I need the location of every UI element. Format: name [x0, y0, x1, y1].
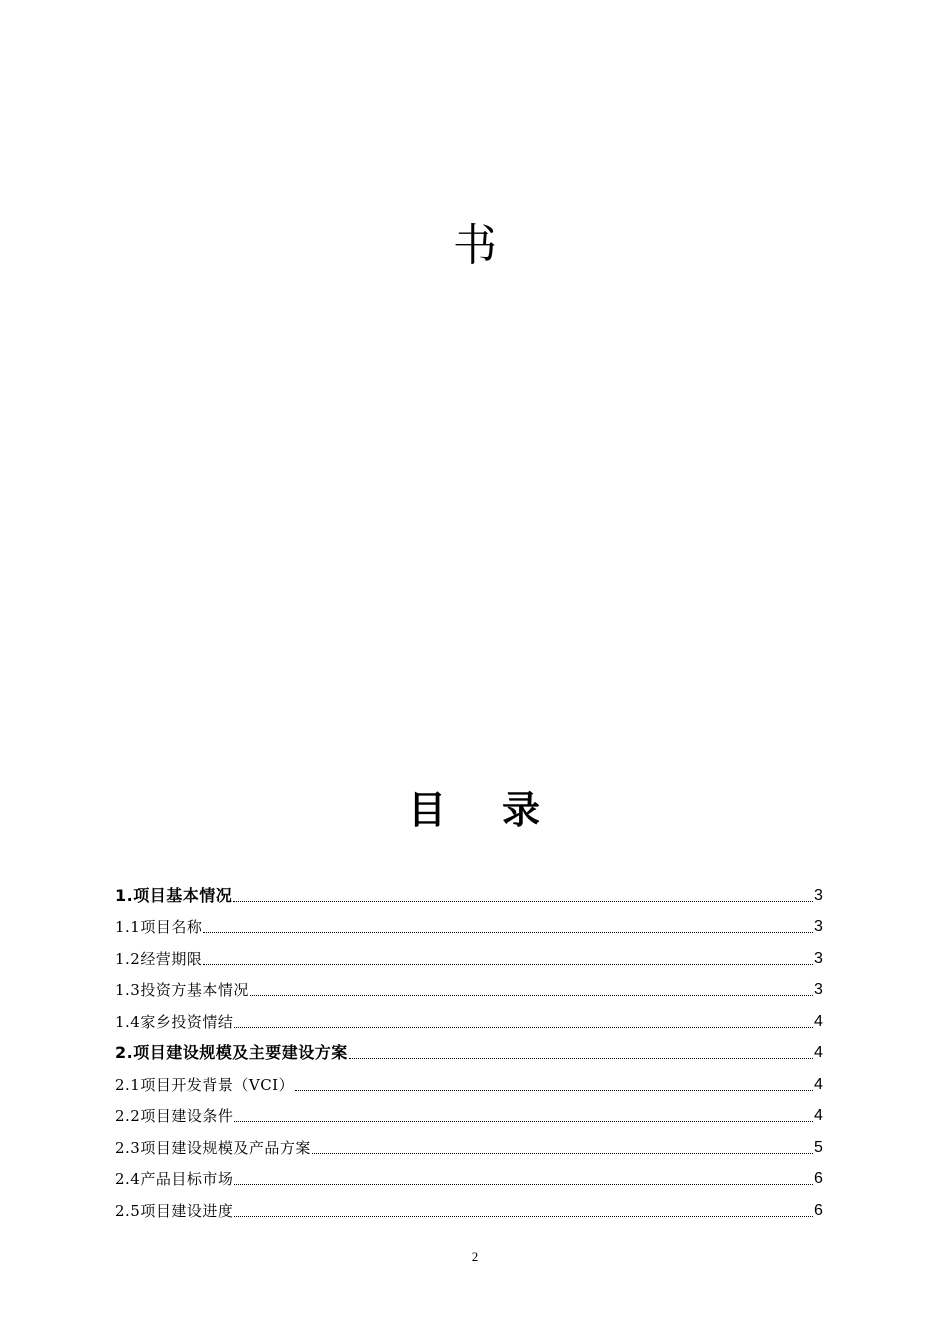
toc-entry-text: 1.4家乡投资情结	[115, 1012, 234, 1031]
toc-leader-dots	[234, 1120, 813, 1122]
toc-entry-page: 3	[814, 886, 823, 904]
toc-heading	[0, 784, 950, 836]
toc-leader-dots	[234, 1215, 813, 1217]
toc-entry[interactable]	[115, 1000, 830, 1032]
toc-entry-page: 5	[814, 1138, 823, 1156]
toc-entry-text: 2.4产品目标市场	[115, 1170, 234, 1188]
toc-heading-left: 目	[407, 787, 448, 832]
toc-leader-dots	[234, 1026, 813, 1028]
toc-entry-text: 2.2项目建设条件	[115, 1107, 234, 1125]
toc-entry-page: 6	[814, 1201, 823, 1219]
toc-entry[interactable]	[115, 874, 830, 906]
toc-entry-text: 2.5项目建设进度	[115, 1201, 234, 1220]
toc-entry[interactable]	[115, 906, 830, 938]
cover-title-fragment: 书	[453, 220, 497, 271]
toc-leader-dots	[203, 963, 813, 965]
toc-entry-page: 3	[814, 949, 823, 967]
toc-entry-text: 1.3投资方基本情况	[115, 981, 249, 999]
toc-leader-dots	[233, 900, 813, 902]
toc-entry[interactable]	[115, 969, 830, 1001]
toc-entry[interactable]	[115, 1158, 830, 1190]
toc-entry-page: 3	[814, 918, 823, 935]
toc-entry[interactable]	[115, 1126, 830, 1158]
toc-entry-page: 4	[814, 1044, 823, 1061]
toc-entry[interactable]	[115, 1063, 830, 1095]
page-number: 2	[471, 1249, 479, 1264]
toc-leader-dots	[250, 994, 813, 996]
toc-entry-text: 1.2经营期限	[115, 949, 203, 968]
toc-entry-text: 1.1项目名称	[115, 918, 203, 936]
toc-entry-page: 4	[814, 1012, 823, 1030]
toc-entry-page: 4	[814, 1107, 823, 1124]
toc-entry-text: 2.3项目建设规模及产品方案	[115, 1138, 311, 1157]
toc-leader-dots	[203, 931, 813, 933]
toc-heading-right: 录	[502, 787, 543, 832]
toc-entry-page: 3	[814, 981, 823, 998]
table-of-contents	[115, 874, 830, 1221]
toc-leader-dots	[234, 1183, 813, 1185]
toc-entry-text: 2.项目建设规模及主要建设方案	[115, 1043, 348, 1062]
toc-entry[interactable]	[115, 1189, 830, 1221]
toc-leader-dots	[312, 1152, 813, 1154]
toc-entry-page: 4	[814, 1075, 823, 1093]
toc-entry-page: 6	[814, 1170, 823, 1187]
toc-entry[interactable]	[115, 1032, 830, 1064]
toc-entry[interactable]	[115, 937, 830, 969]
toc-leader-dots	[295, 1089, 813, 1091]
toc-leader-dots	[349, 1057, 813, 1059]
toc-entry-text: 1.项目基本情况	[115, 885, 233, 905]
toc-entry-text: 2.1项目开发背景（VCI）	[115, 1075, 295, 1094]
toc-entry[interactable]	[115, 1095, 830, 1127]
